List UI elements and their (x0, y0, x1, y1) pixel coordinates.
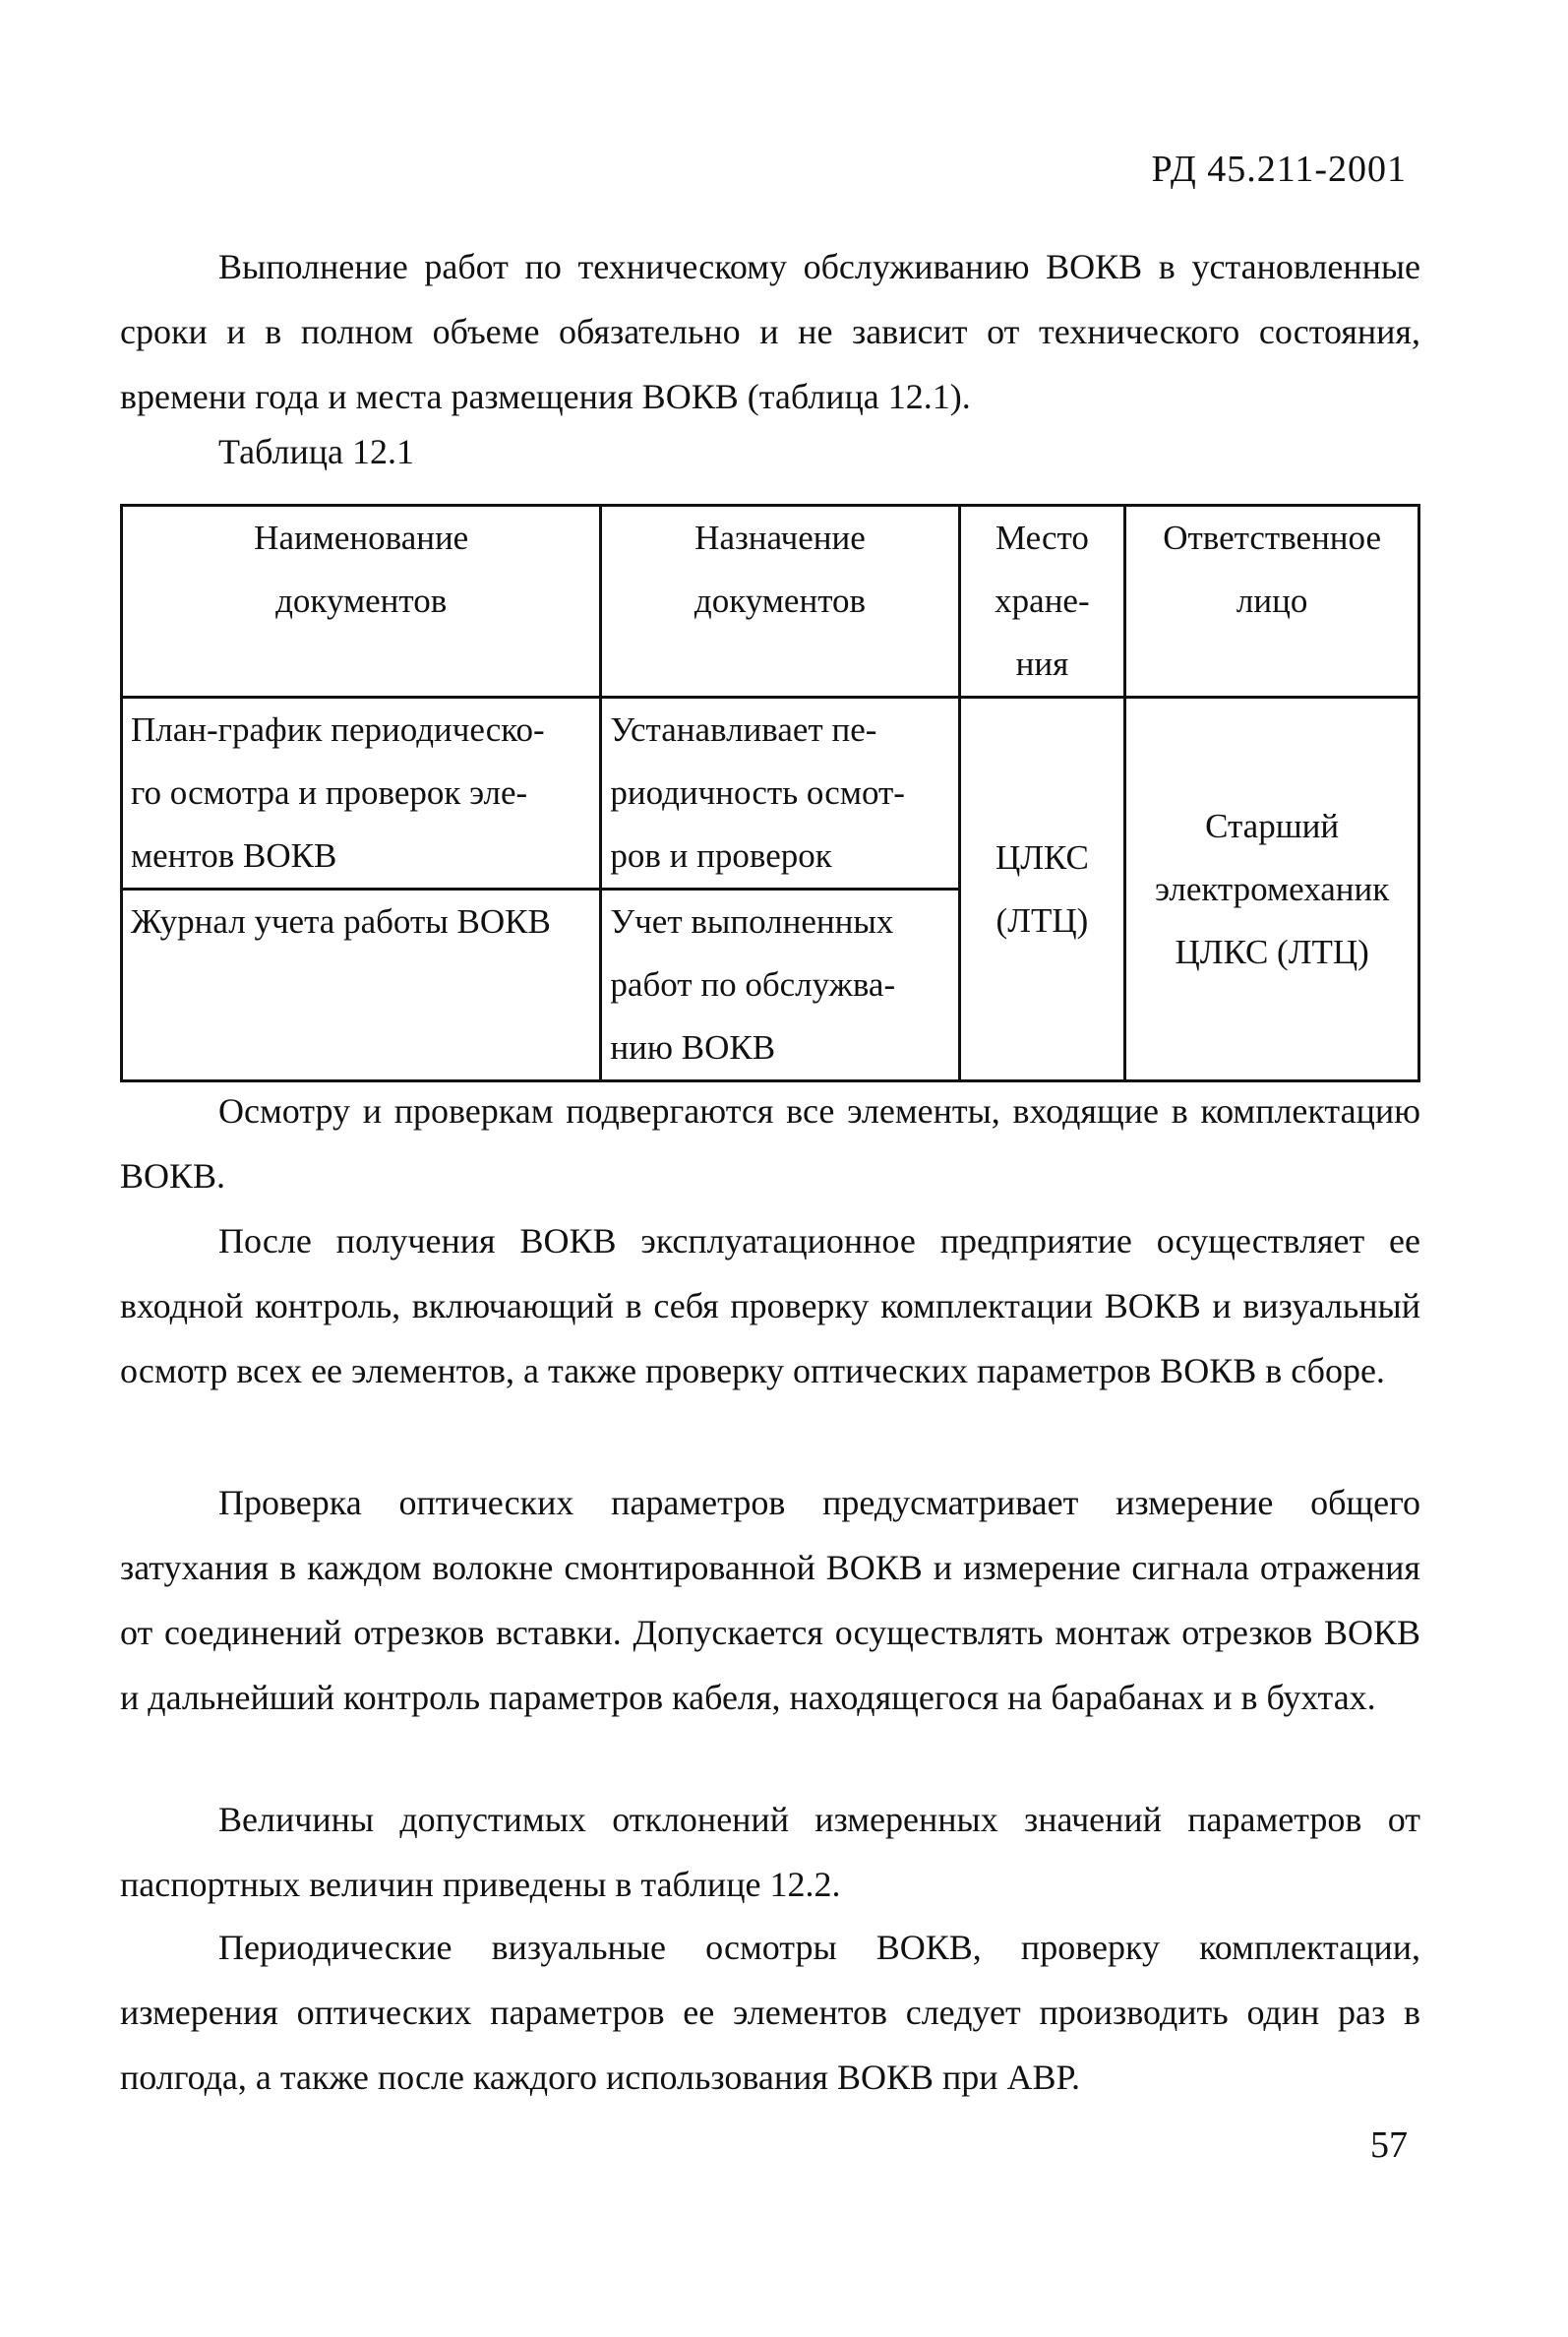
documents-table (120, 504, 1420, 1082)
table-row (122, 698, 1419, 890)
paragraph-incoming-control: После получения ВОКВ эксплуатационное предприятие осуществляет ее входной контроль, включающий в себя проверку комплектации ВОКВ и визуальный осмотр всех ее элементов, а также проверку оптических параметров ВОКВ в сборе. (120, 1221, 1420, 1390)
table-header-row (122, 506, 1419, 698)
paragraph-optical-check: Проверка оптических параметров предусматривает измерение общего затухания в каждом волокне смонтированной ВОКВ и измерение сигнала отражения от соединений отрезков вставки. Допускается осуществлять монтаж отрезков ВОКВ и дальнейший контроль параметров кабеля, находящегося на барабанах и в бухтах. (120, 1483, 1420, 1717)
row1-name-cell: План-график периодическо- го осмотра и проверок эле- ментов ВОКВ (122, 698, 601, 890)
table-caption: Таблица 12.1 (218, 432, 414, 471)
header-cell-purpose: Назначение документов (601, 506, 959, 698)
page-number: 57 (1370, 2124, 1408, 2166)
storage-place-cell: ЦЛКС (ЛТЦ) (959, 698, 1125, 1081)
responsible-person-cell: Старший электромеханик ЦЛКС (ЛТЦ) (1125, 698, 1419, 1081)
header-cell-responsible: Ответственное лицо (1125, 506, 1419, 698)
row1-purpose-cell: Устанавливает пе- риодичность осмот- ров и проверок (601, 698, 959, 890)
paragraph-deviations: Величины допустимых отклонений измеренных значений параметров от паспортных величин приведены в таблице 12.2. (120, 1800, 1420, 1904)
row2-purpose-cell: Учет выполненных работ по обслужва- нию ВОКВ (601, 890, 959, 1081)
row2-name-cell: Журнал учета работы ВОКВ (122, 890, 601, 1081)
paragraph-periodic-inspections: Периодические визуальные осмотры ВОКВ, проверку комплектации, измерения оптических параметров ее элементов следует производить один раз в полгода, а также после каждого использования ВОКВ при АВР. (120, 1928, 1420, 2097)
header-cell-storage: Место хране- ния (959, 506, 1125, 698)
paragraph-inspection-scope: Осмотру и проверкам подвергаются все элементы, входящие в комплектацию ВОКВ. (120, 1091, 1420, 1196)
document-code: РД 45.211-2001 (1151, 149, 1407, 190)
header-cell-name: Наименование документов (122, 506, 601, 698)
intro-paragraph: Выполнение работ по техническому обслуживанию ВОКВ в установленные сроки и в полном объеме обязательно и не зависит от технического состояния, времени года и места размещения ВОКВ (таблица 12.1). (120, 247, 1420, 416)
